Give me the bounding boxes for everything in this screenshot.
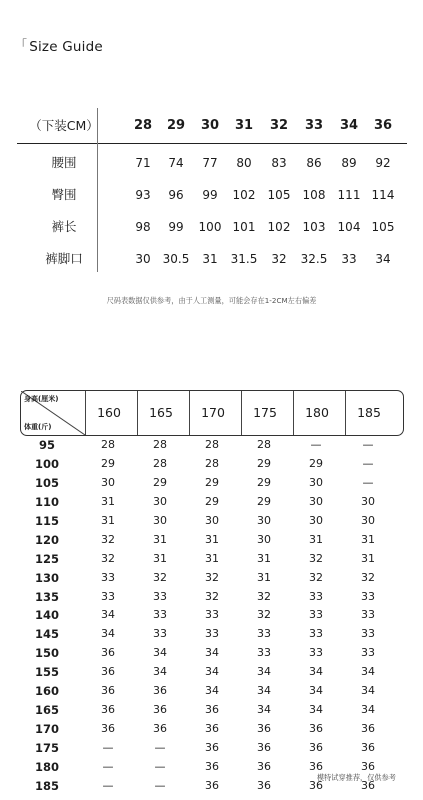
recommend-row	[20, 606, 402, 625]
size-cell: 104	[337, 220, 361, 234]
weight-cell: 135	[34, 589, 59, 604]
recommend-cell: 31	[153, 532, 167, 546]
size-cell: 102	[267, 220, 291, 234]
weight-cell: 150	[34, 646, 59, 661]
recommend-cell: 33	[309, 589, 323, 603]
recommend-cell: 36	[361, 722, 375, 736]
recommend-cell: 34	[257, 703, 271, 717]
recommend-cell: 29	[257, 494, 271, 508]
recommend-row	[20, 436, 402, 455]
size-cell: 71	[135, 156, 151, 170]
recommend-row	[20, 493, 402, 512]
size-cell: 111	[337, 188, 361, 202]
weight-cell: 175	[34, 741, 59, 755]
size-cell: 80	[236, 156, 252, 170]
size-cell: 108	[302, 188, 326, 202]
height-header-cell: 160	[97, 405, 121, 420]
size-table-header-label: （下装CM）	[29, 118, 99, 133]
size-table-row	[17, 211, 407, 243]
size-cell: 99	[202, 188, 218, 202]
recommend-cell: 32	[153, 570, 167, 584]
title-bracket: 「	[15, 38, 28, 52]
recommend-cell: 30	[257, 513, 271, 527]
recommend-cell: —	[154, 778, 166, 792]
recommend-cell: 30	[309, 494, 323, 508]
recommend-cell: 36	[361, 741, 375, 754]
recommend-cell: 34	[361, 703, 375, 717]
size-header-cell: 28	[133, 118, 153, 133]
recommend-cell: 32	[309, 551, 323, 565]
recommend-cell: 36	[361, 778, 375, 792]
size-cell: 31	[202, 252, 218, 266]
recommend-cell: 30	[153, 513, 167, 527]
recommend-note: 模特试穿推荐，仅供参考	[316, 773, 396, 782]
size-cell: 93	[135, 188, 151, 202]
recommend-cell: 34	[205, 665, 219, 679]
recommend-cell: 33	[309, 608, 323, 622]
recommend-cell: 34	[361, 684, 375, 698]
recommend-cell: 36	[257, 759, 271, 773]
weight-cell: 140	[34, 608, 59, 623]
recommend-cell: 33	[361, 627, 375, 641]
recommend-cell: 28	[101, 438, 115, 451]
size-cell: 114	[371, 188, 395, 202]
size-cell: 32	[271, 252, 287, 266]
size-cell: 89	[341, 156, 357, 170]
size-header-cell: 29	[166, 118, 186, 133]
recommend-cell: 33	[257, 627, 271, 641]
recommend-cell: 30	[153, 494, 167, 508]
recommend-cell: 33	[205, 608, 219, 622]
size-cell: 105	[267, 188, 291, 202]
weight-cell: 160	[34, 684, 59, 699]
recommend-cell: 33	[205, 627, 219, 641]
header-column-divider	[189, 391, 190, 435]
recommend-cell: 33	[361, 589, 375, 603]
recommend-cell: —	[362, 438, 374, 451]
recommend-cell: 36	[153, 684, 167, 698]
size-row-label: 裤长	[51, 219, 77, 234]
weight-cell: 120	[34, 532, 59, 547]
header-column-divider	[85, 391, 86, 435]
size-cell: 99	[168, 220, 184, 234]
height-header-cell: 170	[201, 405, 225, 420]
recommend-cell: 36	[257, 722, 271, 736]
recommend-cell: 34	[309, 665, 323, 679]
recommend-cell: 36	[205, 703, 219, 717]
recommend-cell: 32	[361, 570, 375, 584]
recommend-cell: 36	[205, 778, 219, 792]
size-cell: 105	[371, 220, 395, 234]
size-table-body	[17, 144, 407, 275]
size-cell: 96	[168, 188, 184, 202]
recommend-cell: 36	[205, 741, 219, 754]
recommend-cell: 30	[101, 475, 115, 489]
recommend-cell: 29	[309, 456, 323, 470]
recommend-cell: 33	[361, 608, 375, 622]
size-row-label: 腰围	[51, 155, 77, 170]
recommend-row	[20, 720, 402, 739]
weight-cell: 110	[34, 494, 59, 509]
header-column-divider	[293, 391, 294, 435]
size-header-cell: 30	[200, 118, 220, 133]
recommend-cell: 36	[257, 778, 271, 792]
recommend-cell: 36	[309, 741, 323, 754]
recommend-cell: 31	[205, 551, 219, 565]
weight-cell: 170	[34, 722, 59, 737]
recommend-row	[20, 550, 402, 569]
recommend-row	[20, 701, 402, 720]
recommend-cell: 29	[153, 475, 167, 489]
recommend-cell: 29	[257, 456, 271, 470]
recommend-row	[20, 588, 402, 607]
recommend-cell: —	[102, 778, 114, 792]
weight-label: 体重(斤)	[24, 423, 52, 431]
recommend-cell: —	[310, 438, 322, 451]
recommend-cell: 34	[205, 684, 219, 698]
height-header-cell: 185	[357, 405, 381, 420]
weight-cell: 105	[34, 475, 59, 490]
recommend-cell: 30	[361, 513, 375, 527]
recommend-cell: 36	[309, 722, 323, 736]
recommend-cell: 33	[309, 646, 323, 660]
weight-cell: 130	[34, 570, 59, 585]
recommend-cell: 36	[257, 741, 271, 754]
recommend-row	[20, 644, 402, 663]
header-column-divider	[345, 391, 346, 435]
recommend-cell: 36	[309, 759, 323, 773]
recommend-cell: 34	[361, 665, 375, 679]
recommend-cell: 31	[309, 532, 323, 546]
recommend-cell: 31	[153, 551, 167, 565]
size-cell: 32.5	[300, 252, 328, 266]
recommend-cell: —	[102, 741, 114, 754]
recommend-cell: 31	[101, 494, 115, 508]
recommend-row	[20, 531, 402, 550]
size-table-row	[17, 147, 407, 179]
weight-cell: 100	[34, 456, 59, 471]
page-title	[15, 38, 103, 55]
weight-cell: 125	[34, 551, 59, 566]
size-header-cell: 31	[234, 118, 254, 133]
recommend-cell: 36	[101, 703, 115, 717]
recommend-cell: 33	[153, 627, 167, 641]
recommend-cell: 28	[205, 456, 219, 470]
recommend-cell: 32	[257, 589, 271, 603]
size-cell: 74	[168, 156, 184, 170]
recommend-cell: 29	[205, 475, 219, 489]
height-header-cell: 180	[305, 405, 329, 420]
recommend-cell: —	[102, 759, 114, 773]
recommend-row	[20, 625, 402, 644]
recommend-cell: 30	[309, 513, 323, 527]
size-header-cell: 33	[304, 118, 324, 133]
size-table	[17, 108, 407, 275]
recommend-cell: 33	[101, 570, 115, 584]
recommend-cell: 30	[205, 513, 219, 527]
recommend-row	[20, 663, 402, 682]
recommend-cell: —	[154, 759, 166, 773]
recommend-cell: 34	[205, 646, 219, 660]
recommend-cell: 34	[309, 684, 323, 698]
recommend-row	[20, 455, 402, 474]
recommend-cell: 33	[309, 627, 323, 641]
recommend-cell: 33	[153, 589, 167, 603]
recommend-cell: 36	[101, 684, 115, 698]
recommend-cell: 31	[101, 513, 115, 527]
recommend-cell: 34	[101, 627, 115, 641]
recommend-cell: 36	[309, 778, 323, 792]
recommend-row	[20, 682, 402, 701]
recommend-cell: 36	[101, 665, 115, 679]
recommend-row	[20, 569, 402, 588]
size-cell: 33	[341, 252, 357, 266]
weight-cell: 165	[34, 703, 59, 718]
recommend-table-body	[20, 436, 402, 796]
size-header-cell: 34	[339, 118, 359, 133]
size-cell: 103	[302, 220, 326, 234]
weight-cell: 180	[34, 759, 59, 774]
recommend-cell: 34	[153, 646, 167, 660]
weight-cell: 95	[38, 438, 55, 452]
recommend-cell: 30	[361, 494, 375, 508]
recommend-cell: 30	[257, 532, 271, 546]
recommend-cell: 32	[205, 589, 219, 603]
recommend-cell: 31	[257, 551, 271, 565]
size-cell: 102	[232, 188, 256, 202]
recommend-cell: 31	[257, 570, 271, 584]
recommend-cell: 36	[153, 703, 167, 717]
size-header-cell: 36	[373, 118, 393, 133]
size-cell: 30.5	[162, 252, 190, 266]
size-cell: 98	[135, 220, 151, 234]
size-cell: 83	[271, 156, 287, 170]
header-column-divider	[137, 391, 138, 435]
recommend-cell: 32	[309, 570, 323, 584]
recommend-cell: 33	[101, 589, 115, 603]
size-table-header	[17, 108, 407, 144]
recommend-cell: —	[154, 741, 166, 754]
size-table-row	[17, 243, 407, 275]
recommend-cell: —	[362, 456, 374, 470]
weight-cell: 115	[34, 513, 59, 528]
size-header-cell: 32	[269, 118, 289, 133]
recommend-cell: 33	[153, 608, 167, 622]
recommend-cell: 34	[309, 703, 323, 717]
recommend-cell: 28	[153, 456, 167, 470]
recommend-cell: 33	[361, 646, 375, 660]
recommend-cell: 29	[257, 475, 271, 489]
recommend-cell: 36	[205, 759, 219, 773]
recommend-cell: 31	[205, 532, 219, 546]
size-cell: 86	[306, 156, 322, 170]
recommend-cell: 29	[205, 494, 219, 508]
recommend-cell: 32	[205, 570, 219, 584]
size-cell: 101	[232, 220, 256, 234]
recommend-row	[20, 474, 402, 493]
recommend-row	[20, 739, 402, 758]
size-cell: 30	[135, 252, 151, 266]
recommend-cell: 30	[309, 475, 323, 489]
height-header-cell: 175	[253, 405, 277, 420]
weight-cell: 155	[34, 665, 59, 680]
height-header-cell: 165	[149, 405, 173, 420]
header-column-divider	[241, 391, 242, 435]
recommend-table-header	[20, 390, 404, 436]
recommend-cell: 28	[153, 438, 167, 451]
recommend-cell: 29	[101, 456, 115, 470]
size-cell: 92	[375, 156, 391, 170]
recommend-cell: 28	[257, 438, 271, 451]
title-text: Size Guide	[29, 39, 103, 55]
size-note: 尺码表数据仅供参考，由于人工测量，可能会存在1-2CM左右偏差	[106, 296, 317, 305]
header-diagonal-cell	[21, 391, 85, 435]
recommend-row	[20, 512, 402, 531]
recommend-cell: 36	[361, 759, 375, 773]
weight-cell: 145	[34, 627, 59, 642]
size-row-label: 裤脚口	[45, 251, 83, 266]
recommend-cell: 36	[153, 722, 167, 736]
recommend-cell: 34	[101, 608, 115, 622]
size-cell: 34	[375, 252, 391, 266]
weight-cell: 185	[34, 778, 59, 793]
size-row-label: 臀围	[51, 187, 77, 202]
recommend-cell: 36	[205, 722, 219, 736]
recommend-cell: —	[362, 475, 374, 489]
recommend-cell: 32	[257, 608, 271, 622]
recommend-cell: 34	[257, 684, 271, 698]
recommend-cell: 31	[361, 551, 375, 565]
height-label: 身高(厘米)	[24, 395, 59, 403]
size-cell: 100	[198, 220, 222, 234]
recommend-cell: 28	[205, 438, 219, 451]
recommend-cell: 31	[361, 532, 375, 546]
recommend-cell: 36	[101, 646, 115, 660]
size-cell: 31.5	[230, 252, 258, 266]
recommend-cell: 33	[257, 646, 271, 660]
recommend-cell: 34	[153, 665, 167, 679]
size-cell: 77	[202, 156, 218, 170]
size-table-divider	[97, 108, 98, 272]
recommend-cell: 34	[257, 665, 271, 679]
recommend-cell: 36	[101, 722, 115, 736]
recommend-cell: 32	[101, 532, 115, 546]
size-table-row	[17, 179, 407, 211]
recommend-cell: 32	[101, 551, 115, 565]
